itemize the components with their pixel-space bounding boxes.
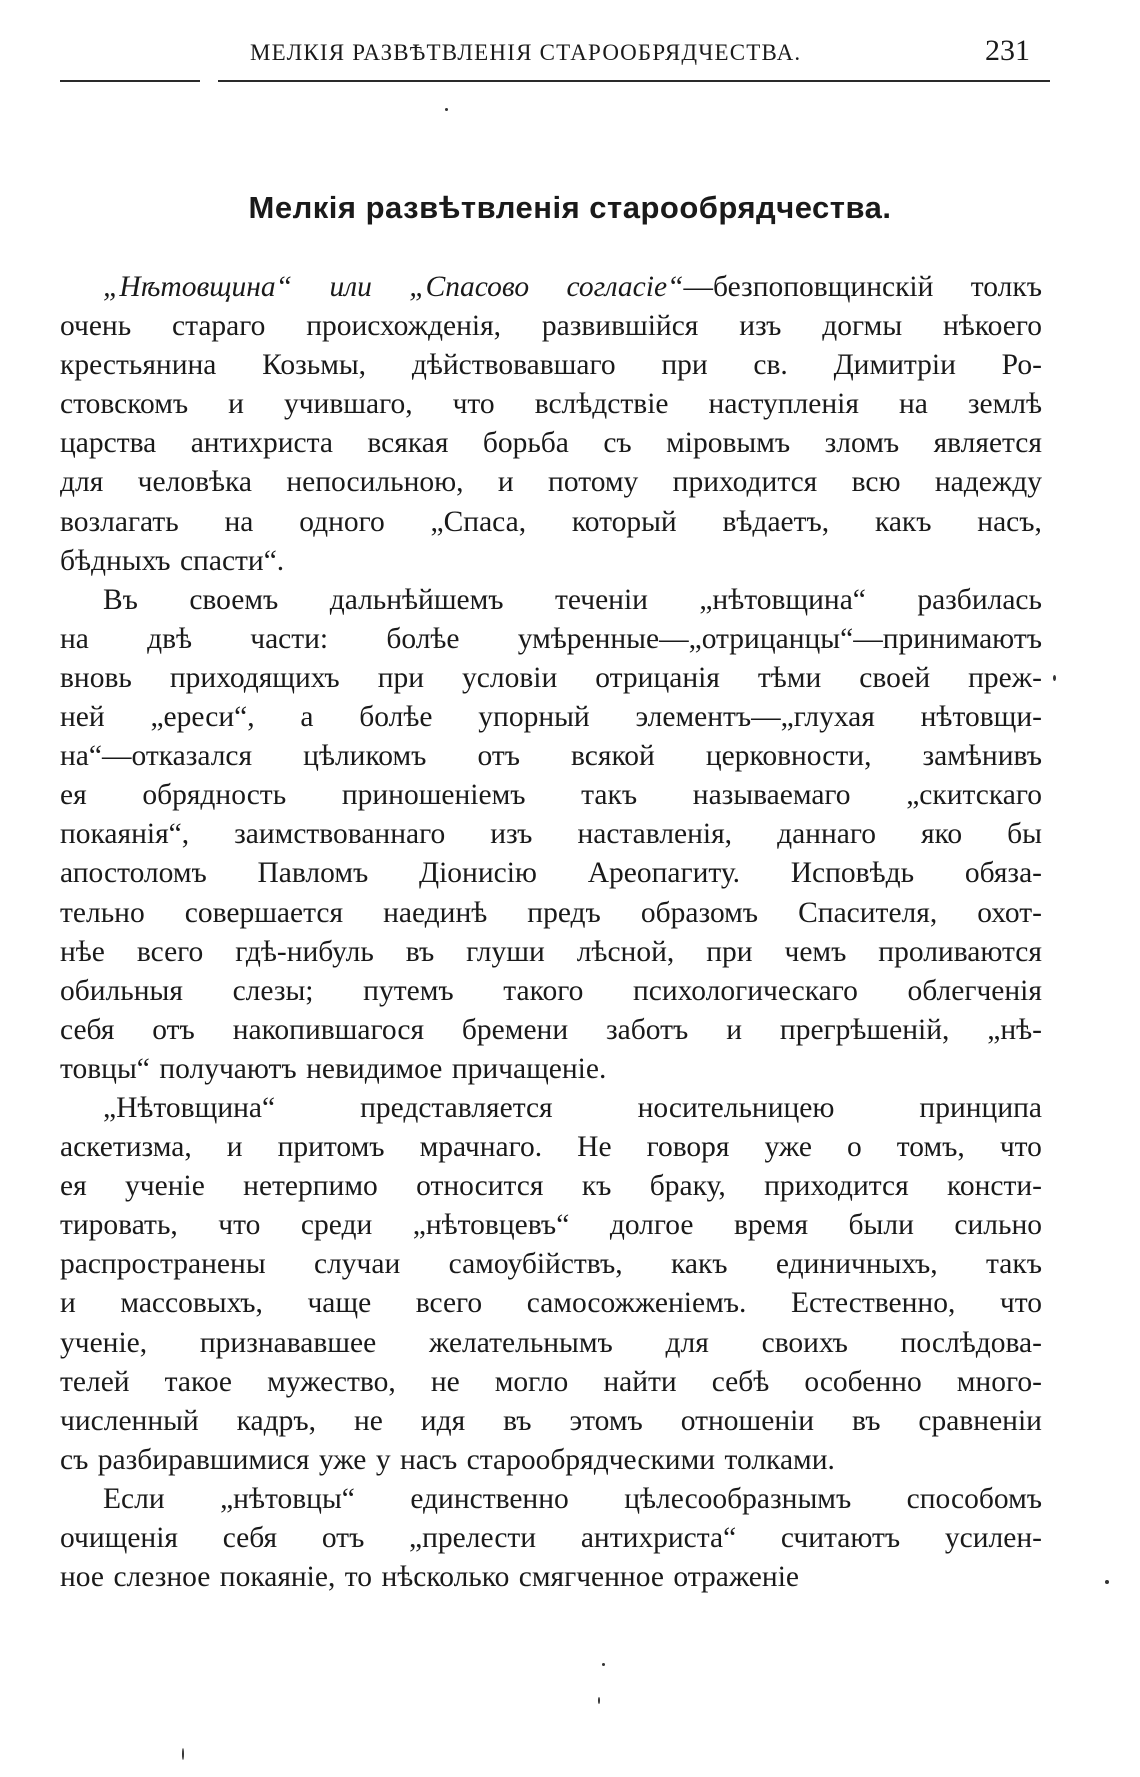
word: человѣка [137,466,252,499]
word: упорный [478,701,590,734]
word: говоря [646,1131,730,1164]
word: ученіе [125,1170,205,1203]
word: бы [1007,818,1042,851]
word: развившійся [541,310,699,343]
word: такъ [986,1248,1042,1281]
body-text [60,268,1042,1597]
word: распространены [60,1248,266,1281]
text-line [60,581,1042,620]
word: что [218,1209,261,1242]
word: и [60,1287,76,1320]
word: признававшее [199,1326,377,1359]
word: „нѣтовцы“ [220,1482,355,1515]
word: на [898,388,928,421]
word: притомъ [277,1131,385,1164]
text-line [60,698,1042,737]
word: въ [852,1404,881,1437]
scan-speck [1053,675,1056,681]
word: является [933,427,1042,460]
word: чемъ [784,935,847,968]
word: „скитскаго [906,779,1042,812]
word: заботъ [606,1013,689,1046]
text-line [60,1363,1042,1402]
word: томъ, [896,1131,965,1164]
running-title: МЕЛКІЯ РАЗВѢТВЛЕНІЯ СТАРООБРЯДЧЕСТВА. [250,40,802,65]
text-line [60,542,1042,581]
word: борьба [482,427,569,460]
word: „Спаса, [430,505,527,538]
text-line [60,1480,1042,1519]
word: всю [851,466,901,499]
running-head [60,34,1050,74]
word: называемаго [692,779,851,812]
word: землѣ [967,388,1042,421]
word: время [734,1209,809,1242]
word: покаяніе, [219,1561,336,1594]
scan-speck [182,1748,184,1760]
text-line [60,424,1042,463]
text-line [60,1089,1042,1128]
text-line [60,1402,1042,1441]
word: всего [136,935,204,968]
word: даннаго [777,818,876,851]
word: отъ [477,740,520,773]
scan-speck [598,1697,600,1704]
word: мужество, [267,1365,396,1398]
word: изъ [490,818,533,851]
word: не [353,1404,383,1437]
text-line [60,776,1042,815]
word: міровымъ [666,427,791,460]
word: царства [60,427,157,460]
text-line [60,1167,1042,1206]
word: представляется [360,1091,553,1124]
word: съ [603,427,632,460]
text-line [60,1441,1042,1480]
word: самоубійствъ, [448,1248,623,1281]
word: ея [60,1170,87,1203]
word: приходится [672,466,818,499]
word: условіи [462,661,558,694]
word: отъ [321,1522,365,1554]
word: вновь [60,661,132,694]
word: кадръ, [236,1404,317,1437]
word: Спасителя, [798,896,938,929]
word: при [377,661,425,694]
word: „Спасово [409,271,530,303]
word: нѣсколько [381,1561,510,1594]
word: св. [753,349,788,382]
word: среди [300,1209,373,1242]
word: „нѣтовцевъ“ [412,1209,570,1242]
word: тѣми [757,661,822,694]
word: дѣйствовавшаго [411,349,616,382]
word: единственно [410,1482,569,1515]
word: проливаются [878,935,1042,968]
word: путемъ [363,974,454,1007]
word: были [848,1209,914,1242]
word: „прелести [409,1522,537,1554]
word: численный [60,1404,199,1437]
word: покаянія“, [60,818,190,851]
word: яко [920,818,963,851]
word: крестьянина [60,349,217,382]
text-line [60,1519,1042,1558]
word: отъ [152,1013,195,1046]
word: стовскомъ [60,388,189,421]
word: приходится [764,1170,909,1203]
word: принципа [919,1091,1042,1124]
word: для [60,466,104,499]
header-rule-right [218,80,1050,82]
word: уже [764,1131,812,1164]
word: Ареопагиту. [587,857,741,890]
word: „ереси“, [150,701,255,734]
word: старообрядческими [466,1443,716,1476]
word: разбиравшимися [97,1443,310,1476]
word: теченіи [554,583,648,616]
word: замѣнивъ [922,740,1042,773]
word: идя [420,1404,466,1437]
word: Если [103,1482,165,1515]
word: чаще [307,1287,372,1320]
word: образомъ [640,896,759,929]
word: причащеніе. [451,1052,607,1085]
word: случаи [313,1248,401,1281]
word: въ [405,935,435,968]
word: догмы [822,310,903,343]
word: болѣе [359,701,433,734]
word: желательнымъ [428,1326,613,1359]
text-line [60,815,1042,854]
word: нѣкоего [942,310,1042,343]
word: какъ [670,1248,728,1281]
word: бремени [461,1013,569,1046]
word: наединѣ [383,896,488,929]
word: такого [503,974,584,1007]
word: умѣренные—„отрицанцы“—принимаютъ [517,622,1042,655]
word: дальнѣйшемъ [329,583,504,616]
word: и [226,1131,243,1164]
word: лѣсной, [576,935,675,968]
word: преж- [968,661,1042,694]
word: много- [956,1365,1042,1398]
word: очень [60,310,132,343]
word: наступленія [708,388,859,421]
word: на“—отказался [60,740,253,773]
word: смягченное [518,1561,664,1594]
word: ней [60,701,105,734]
header-rule-left [60,80,200,82]
word: всего [415,1287,483,1320]
word: нѣе [60,935,105,968]
word: о [847,1131,862,1164]
word: невидимое [306,1052,443,1085]
word: консти- [947,1170,1042,1203]
word: что [999,1131,1042,1164]
word: сравненіи [918,1404,1042,1437]
text-line [60,268,1042,307]
word: своемъ [189,583,279,616]
word: обильныя [60,974,183,1007]
text-line [60,1128,1042,1167]
word: приношеніемъ [341,779,526,812]
word: могло [494,1365,569,1398]
text-line [60,1245,1042,1284]
text-line [60,737,1042,776]
text-line [60,503,1042,542]
word: Ро- [1001,349,1042,382]
word: потому [548,466,639,499]
word: аскетизма, [60,1131,192,1164]
word: „Нѣтовщина“ [103,271,293,303]
text-line [60,463,1042,502]
word: Не [577,1131,612,1164]
word: насъ, [977,505,1042,538]
word: нетерпимо [243,1170,378,1203]
text-line [60,659,1042,698]
page-number: 231 [985,34,1030,67]
word: части: [250,622,329,655]
word: что [452,388,495,421]
word: насъ [400,1443,458,1476]
word: мрачнаго. [419,1131,543,1164]
word: отношеніи [680,1404,815,1437]
word: облегченія [907,974,1042,1007]
word: надежду [934,466,1042,499]
word: или [329,271,372,303]
word: всякой [571,740,655,773]
word: происхожденія, [306,310,502,343]
word: непосильною, [286,466,464,499]
word: глуши [466,935,545,968]
word: охот- [977,896,1042,929]
word: прегрѣшеній, [779,1013,950,1046]
word: толкъ [970,271,1042,303]
word: „Нѣтовщина“ [103,1091,276,1124]
scan-speck [602,1663,605,1666]
word: Въ [103,583,138,616]
word: способомъ [906,1482,1042,1515]
text-line [60,854,1042,893]
word: получаютъ [159,1052,297,1085]
word: товцы“ [60,1052,150,1085]
word: цѣликомъ [303,740,427,773]
word: наставленія, [577,818,733,851]
word: единичныхъ, [775,1248,938,1281]
text-line [60,894,1042,933]
word: Козьмы, [262,349,367,382]
text-line [60,1284,1042,1323]
word: браку, [649,1170,726,1203]
word: своихъ [761,1326,848,1359]
text-line [60,307,1042,346]
word: апостоломъ [60,857,207,890]
word: къ [581,1170,612,1203]
word: бѣдныхъ [60,544,171,577]
word: съ [60,1443,89,1476]
word: всякая [367,427,449,460]
word: долгое [609,1209,694,1242]
word: на [60,622,89,655]
word: усилен- [944,1522,1042,1554]
word: антихриста [190,427,333,460]
word: себя [60,1013,115,1046]
text-line [60,385,1042,424]
word: ное [60,1561,104,1594]
word: отраженіе [673,1561,799,1594]
word: относится [416,1170,544,1203]
word: слезное [113,1561,211,1594]
word: возлагать [60,505,179,538]
word: стараго [171,310,266,343]
word: не [430,1365,460,1398]
word: церковности, [705,740,872,773]
word: и [228,388,244,421]
word: такое [164,1365,233,1398]
word: какъ [874,505,932,538]
word: гдѣ-нибуль [235,935,374,968]
word: такъ [581,779,638,812]
text-line [60,933,1042,972]
word: что [999,1287,1042,1320]
text-line [60,972,1042,1011]
text-line [60,1324,1042,1363]
word: Діонисію [418,857,537,890]
word: очищенія [60,1522,178,1554]
text-line [60,1206,1042,1245]
text-line [60,346,1042,385]
word: зломъ [824,427,900,460]
word: у [375,1443,391,1476]
word: нѣтовщи- [920,701,1042,734]
word: совершается [184,896,344,929]
word: уже [318,1443,367,1476]
word: послѣдова- [900,1326,1042,1359]
word: спасти“. [179,544,285,577]
word: болѣе [386,622,460,655]
word: найти [603,1365,677,1398]
word: при [661,349,708,382]
word: самосожженіемъ. [526,1287,747,1320]
word: массовыхъ, [120,1287,263,1320]
section-heading: Мелкія развѣтвленія старообрядчества. [248,190,892,225]
word: этомъ [569,1404,643,1437]
word: накопившагося [232,1013,425,1046]
scan-speck [445,108,448,111]
word: при [706,935,753,968]
word: приходящихъ [169,661,340,694]
word: разбилась [917,583,1042,616]
word: а [300,701,314,734]
word: обяза- [964,857,1042,890]
word: Павломъ [257,857,369,890]
word: слезы; [232,974,314,1007]
word: въ [503,1404,532,1437]
word: обрядность [142,779,287,812]
word: считаютъ [780,1522,901,1554]
word: который [571,505,677,538]
word: психологическаго [632,974,858,1007]
word: Димитріи [833,349,956,382]
word: ученіе, [60,1326,148,1359]
word: своей [859,661,931,694]
word: толками. [724,1443,835,1476]
text-line [60,1011,1042,1050]
text-line [60,1558,1042,1597]
word: заимствованнаго [234,818,446,851]
word: элементъ—„глухая [635,701,875,734]
word: предъ [527,896,601,929]
word: изъ [739,310,782,343]
word: сильно [954,1209,1042,1242]
word: тельно [60,896,145,929]
word: телей [60,1365,130,1398]
scan-speck [1105,1580,1109,1584]
word: для [665,1326,709,1359]
word: вѣдаетъ, [722,505,830,538]
word: особенно [804,1365,922,1398]
word: и [497,466,514,499]
word: вслѣдствіе [534,388,669,421]
word: носительницею [637,1091,835,1124]
word: одного [299,505,385,538]
word: себѣ [711,1365,770,1398]
word: „нѣ- [987,1013,1042,1046]
word: антихриста“ [580,1522,737,1554]
word: тировать, [60,1209,178,1242]
word: цѣлесообразнымъ [624,1482,852,1515]
word: двѣ [147,622,193,655]
text-line [60,620,1042,659]
word: согласіе“—безпоповщинскій [566,271,934,303]
word: отрицанія [595,661,720,694]
word: Естественно, [790,1287,956,1320]
word: Исповѣдь [790,857,915,890]
word: на [224,505,254,538]
word: и [726,1013,742,1046]
word: ея [60,779,87,812]
text-line [60,1050,1042,1089]
word: то [344,1561,373,1594]
word: себя [222,1522,278,1554]
word: учившаго, [283,388,413,421]
word: „нѣтовщина“ [699,583,866,616]
